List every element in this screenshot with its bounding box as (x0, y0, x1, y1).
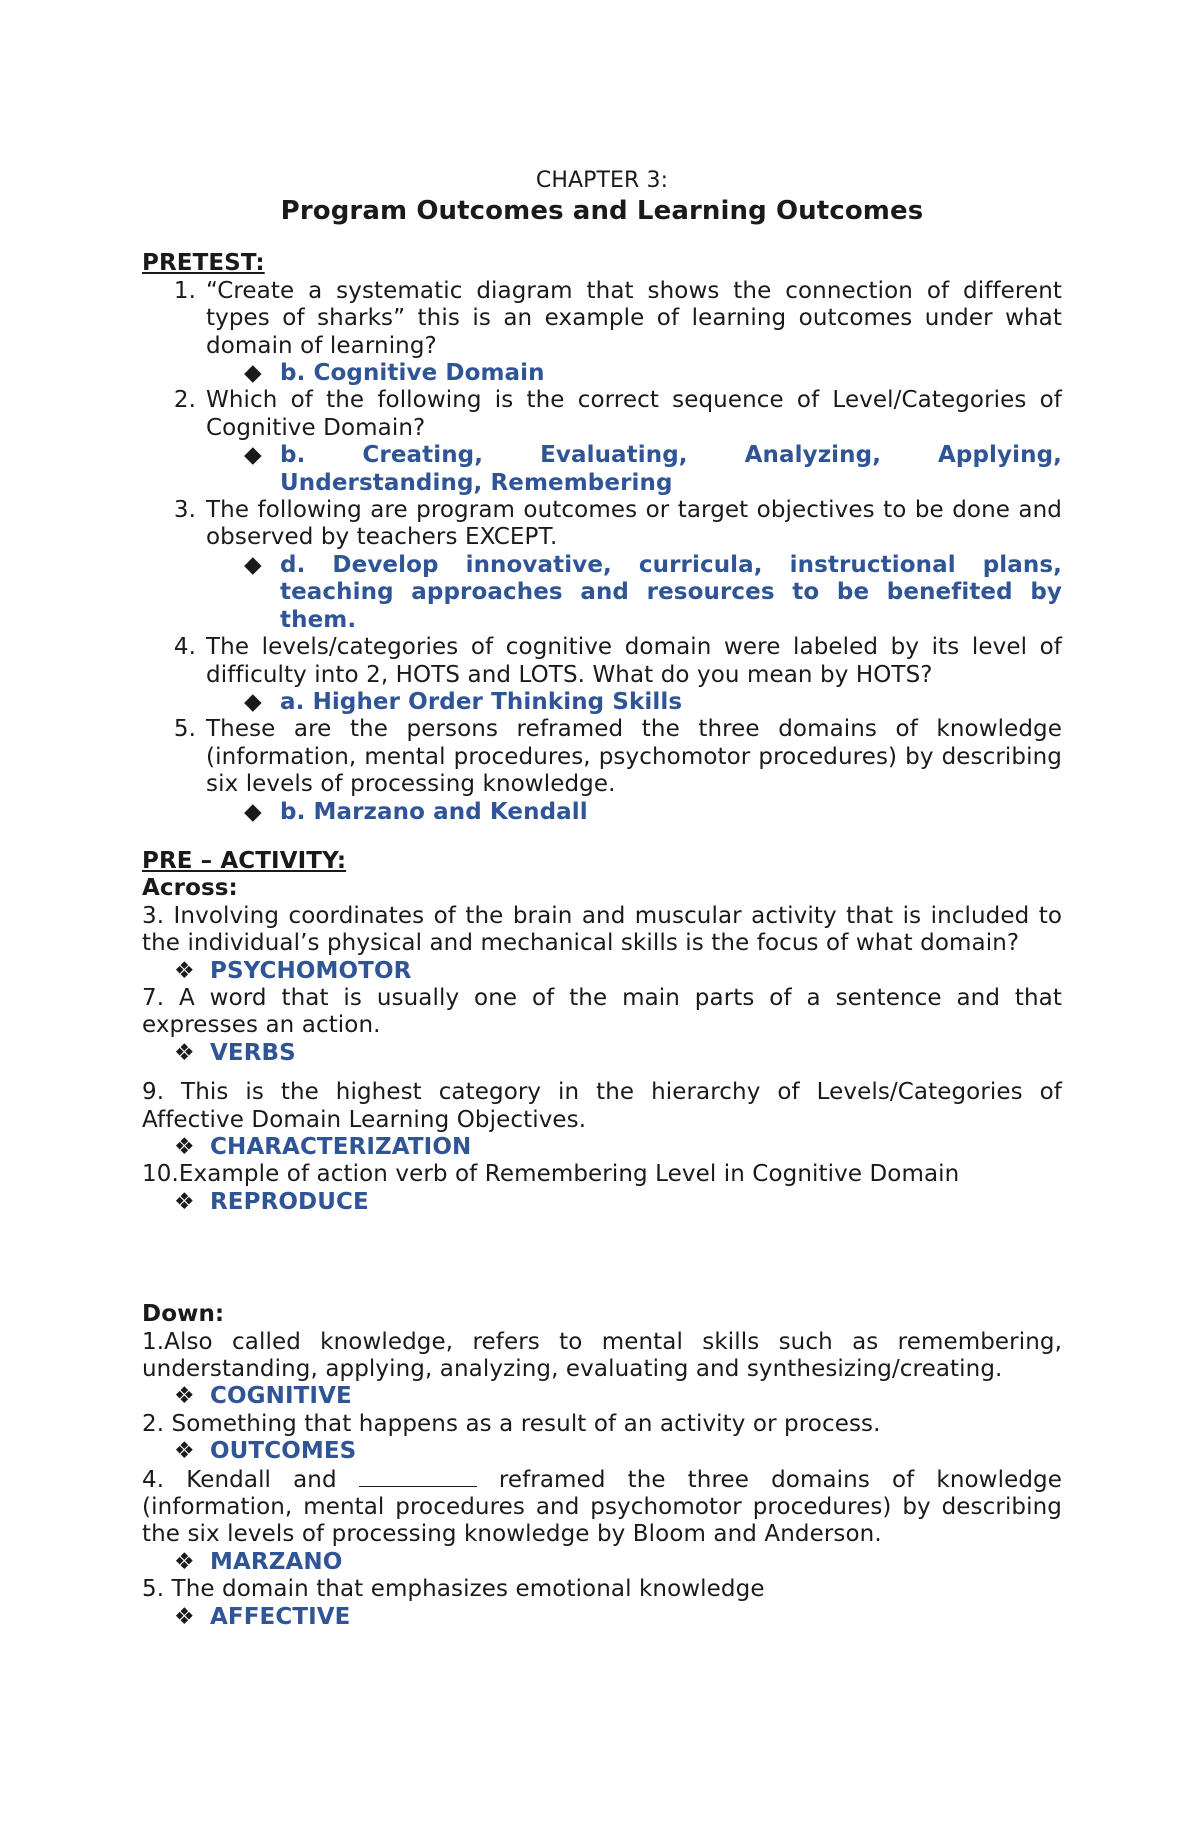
answer-text: VERBS (210, 1039, 296, 1066)
clue-text-before: 4. Kendall and (142, 1466, 337, 1493)
diamond-bullet-icon: ❖ (174, 1134, 195, 1160)
chapter-label: CHAPTER 3: (535, 168, 669, 193)
diamond-bullet-icon: ◆ (244, 551, 262, 578)
answer-text: b. Marzano and Kendall (280, 798, 588, 825)
answer-text: b. Cognitive Domain (280, 360, 545, 387)
diamond-bullet-icon: ❖ (174, 1438, 195, 1465)
down-clue-4 (142, 1466, 1062, 1549)
answer-text: REPRODUCE (210, 1188, 369, 1215)
across-clue-3: 3. Involving coordinates of the brain and muscular activity that is included to the individual’s physical and mechanical skills is the focus of what domain? (142, 902, 1062, 957)
diamond-bullet-icon: ◆ (244, 442, 262, 469)
pretest-question-1 (142, 278, 1062, 360)
down-answer-1 (174, 1383, 1062, 1410)
question-number: 5. (173, 716, 196, 743)
clue-text-after: reframed the three domains of knowledge (information, mental procedures and psychomotor procedures) by describing the six levels of processing knowledge by Bloom and Anderson. (142, 1466, 1062, 1548)
pretest-question-5 (142, 716, 1062, 798)
pretest-question-3 (142, 497, 1062, 552)
pretest-answer-5 (244, 799, 1062, 826)
page-title: Program Outcomes and Learning Outcomes (280, 196, 924, 227)
down-answer-5 (174, 1604, 1062, 1631)
question-text: The levels/categories of cognitive domain were labeled by its level of difficulty into 2, HOTS and LOTS. What do you mean by HOTS? (206, 634, 1062, 688)
document-content (142, 167, 1062, 1631)
answer-text: OUTCOMES (210, 1438, 357, 1465)
across-answer-9 (174, 1134, 1062, 1161)
question-number: 1. (173, 277, 196, 304)
pretest-answer-1 (244, 360, 1062, 387)
answer-text: COGNITIVE (210, 1383, 352, 1410)
across-answer-7 (174, 1040, 1062, 1067)
across-clue-10: 10.Example of action verb of Remembering Level in Cognitive Domain (142, 1161, 960, 1188)
down-label: Down: (142, 1301, 225, 1328)
across-answer-3 (174, 958, 1062, 985)
across-clue-7: 7. A word that is usually one of the main parts of a sentence and that expresses an action. (142, 984, 1062, 1039)
down-clue-1: 1.Also called knowledge, refers to mental skills such as remembering, understanding, applying, analyzing, evaluating and synthesizing/creating. (142, 1328, 1062, 1383)
diamond-bullet-icon: ❖ (174, 1603, 195, 1630)
diamond-bullet-icon: ❖ (174, 1383, 195, 1410)
diamond-bullet-icon: ❖ (174, 957, 195, 984)
answer-text: PSYCHOMOTOR (210, 957, 412, 984)
pretest-answer-4 (244, 689, 1062, 716)
pretest-question-4 (142, 634, 1062, 689)
question-text: Which of the following is the correct sequence of Level/Categories of Cognitive Domain? (206, 387, 1062, 441)
down-answer-4 (174, 1549, 1062, 1576)
question-text: These are the persons reframed the three domains of knowledge (information, mental procedures, psychomotor procedures) by describing six levels of processing knowledge. (206, 716, 1062, 798)
down-answer-2 (174, 1438, 1062, 1465)
diamond-bullet-icon: ◆ (244, 688, 262, 715)
across-answer-10 (174, 1189, 1062, 1216)
across-clue-9: 9. This is the highest category in the hierarchy of Levels/Categories of Affective Domain Learning Objectives. (142, 1079, 1062, 1133)
answer-text: b. Creating, Evaluating, Analyzing, Applying, Understanding, Remembering (280, 442, 1062, 496)
answer-text: AFFECTIVE (210, 1603, 351, 1630)
answer-text: d. Develop innovative, curricula, instructional plans, teaching approaches and resources to be benefited by them. (280, 551, 1062, 633)
pretest-heading: PRETEST: (142, 250, 265, 277)
down-clue-2: 2. Something that happens as a result of an activity or process. (142, 1410, 881, 1437)
diamond-bullet-icon: ◆ (244, 360, 262, 387)
across-label: Across: (142, 875, 238, 902)
pretest-question-2 (142, 387, 1062, 442)
pretest-answer-2 (244, 442, 1062, 497)
question-text: The following are program outcomes or target objectives to be done and observed by teachers EXCEPT. (206, 497, 1062, 551)
pretest-answer-3 (244, 552, 1062, 634)
question-number: 2. (173, 387, 196, 414)
down-clue-5: 5. The domain that emphasizes emotional knowledge (142, 1576, 765, 1603)
question-text: “Create a systematic diagram that shows the connection of different types of sharks” this is an example of learning outcomes under what domain of learning? (206, 277, 1062, 359)
answer-text: a. Higher Order Thinking Skills (280, 688, 683, 715)
answer-text: MARZANO (210, 1548, 343, 1575)
question-number: 4. (173, 634, 196, 661)
preactivity-heading: PRE – ACTIVITY: (142, 847, 347, 874)
diamond-bullet-icon: ❖ (174, 1548, 195, 1575)
diamond-bullet-icon: ❖ (174, 1188, 195, 1215)
question-number: 3. (173, 497, 196, 524)
fill-in-blank (359, 1466, 477, 1487)
diamond-bullet-icon: ❖ (174, 1039, 195, 1066)
diamond-bullet-icon: ◆ (244, 798, 262, 825)
answer-text: CHARACTERIZATION (210, 1134, 472, 1160)
